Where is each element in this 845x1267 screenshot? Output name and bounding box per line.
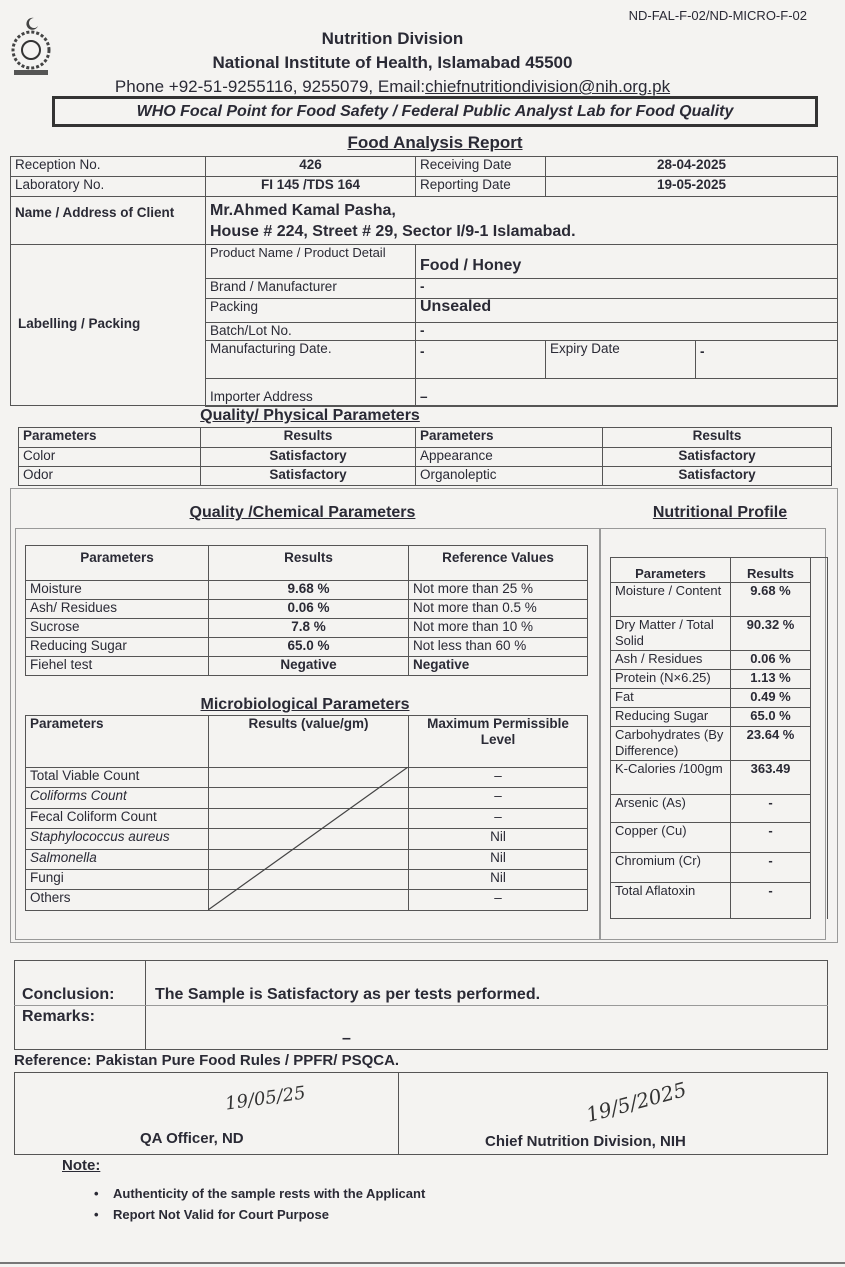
remarks-value: – — [342, 1030, 351, 1047]
cell — [811, 689, 828, 708]
table-row — [611, 689, 828, 708]
micro-title: Microbiological Parameters — [200, 696, 410, 713]
cell: Negative — [209, 657, 409, 676]
cell: Coliforms Count — [26, 788, 209, 808]
table-row — [611, 651, 828, 670]
batch-value: - — [416, 323, 838, 341]
cell: Copper (Cu) — [611, 823, 731, 853]
col-header: Parameters — [26, 546, 209, 581]
table-row — [26, 581, 588, 600]
physical-title: Quality/ Physical Parameters — [200, 407, 420, 424]
packing-value: Unsealed — [416, 299, 838, 323]
col-header: Results — [209, 546, 409, 581]
cell: Organoleptic — [416, 467, 603, 486]
chemical-title: Quality /Chemical Parameters — [189, 504, 416, 521]
table-row — [611, 727, 828, 761]
cell — [811, 823, 828, 853]
table-row — [611, 708, 828, 727]
reference: Reference: Pakistan Pure Food Rules / PPFR/ PSQCA. — [14, 1052, 400, 1069]
info-table-top — [10, 156, 838, 245]
reporting-date: 19-05-2025 — [546, 177, 838, 197]
physical-table — [18, 427, 832, 486]
col-header: Parameters — [19, 428, 201, 448]
cell: Fiehel test — [26, 657, 209, 676]
table-row — [611, 823, 828, 853]
cell: Sucrose — [26, 619, 209, 638]
col-header: Results (value/gm) — [209, 716, 409, 768]
note-title: Note: — [62, 1157, 101, 1174]
cell: - — [731, 883, 811, 919]
cell: Moisture / Content — [611, 583, 731, 617]
cell: 65.0 % — [209, 638, 409, 657]
cell: Negative — [409, 657, 588, 676]
cell: Satisfactory — [201, 467, 416, 486]
cell: Not more than 10 % — [409, 619, 588, 638]
cell: Odor — [19, 467, 201, 486]
cell: Satisfactory — [603, 448, 832, 467]
table-row — [611, 670, 828, 689]
cell: - — [731, 823, 811, 853]
table-row — [26, 657, 588, 676]
table-row — [26, 619, 588, 638]
cell: Fat — [611, 689, 731, 708]
table-row — [19, 467, 832, 486]
cell: Total Aflatoxin — [611, 883, 731, 919]
col-header: Results — [201, 428, 416, 448]
cell: 1.13 % — [731, 670, 811, 689]
cell: Nil — [409, 869, 588, 889]
reporting-label: Reporting Date — [416, 177, 546, 197]
col-header: Reference Values — [409, 546, 588, 581]
product-value: Food / Honey — [416, 245, 838, 279]
conclusion-label: Conclusion: — [22, 986, 115, 1003]
cell: – — [409, 808, 588, 828]
table-row — [26, 638, 588, 657]
col-header: Parameters — [611, 558, 731, 583]
col-header: Results — [731, 558, 811, 583]
cell: - — [731, 853, 811, 883]
cell: Carbohydrates (By Difference) — [611, 727, 731, 761]
conclusion-text: The Sample is Satisfactory as per tests performed. — [155, 986, 541, 1003]
cell — [811, 651, 828, 670]
cell: – — [409, 768, 588, 788]
lab-label: Laboratory No. — [11, 177, 206, 197]
brand-value: - — [416, 279, 838, 299]
cell: Reducing Sugar — [611, 708, 731, 727]
cell: Staphylococcus aureus — [26, 829, 209, 849]
table-row — [26, 600, 588, 619]
col-header: Results — [603, 428, 832, 448]
email-link[interactable]: chiefnutritiondivision@nih.org.pk — [425, 77, 671, 96]
table-row — [611, 883, 828, 919]
col-header: Parameters — [26, 716, 209, 768]
remarks-label: Remarks: — [22, 1008, 95, 1025]
table-row — [611, 795, 828, 823]
cell: Satisfactory — [603, 467, 832, 486]
cell: – — [409, 788, 588, 808]
client-name: Mr.Ahmed Kamal Pasha, — [210, 202, 396, 219]
chemical-table — [25, 545, 588, 676]
cell: Not less than 60 % — [409, 638, 588, 657]
cell: Nil — [409, 829, 588, 849]
expiry-label: Expiry Date — [546, 341, 696, 379]
division-name: Nutrition Division — [321, 29, 464, 48]
cell: Ash / Residues — [611, 651, 731, 670]
mfg-value: - — [416, 341, 546, 379]
nih-logo-icon — [4, 14, 58, 78]
lab-no: FI 145 /TDS 164 — [206, 177, 416, 197]
cell: Fecal Coliform Count — [26, 808, 209, 828]
institute-name: National Institute of Health, Islamabad 45500 — [212, 53, 573, 72]
col-header: Maximum Permissible Level — [409, 716, 588, 768]
cell: Not more than 0.5 % — [409, 600, 588, 619]
cell: Protein (N×6.25) — [611, 670, 731, 689]
cell: Salmonella — [26, 849, 209, 869]
cell: Dry Matter / Total Solid — [611, 617, 731, 651]
client-address: House # 224, Street # 29, Sector I/9-1 Islamabad. — [210, 223, 576, 240]
cell: 7.8 % — [209, 619, 409, 638]
cell — [811, 853, 828, 883]
cell: Total Viable Count — [26, 768, 209, 788]
cell — [811, 670, 828, 689]
cell — [811, 795, 828, 823]
cell: Reducing Sugar — [26, 638, 209, 657]
cell — [811, 883, 828, 919]
cell: 90.32 % — [731, 617, 811, 651]
cell: Others — [26, 890, 209, 910]
cell — [811, 708, 828, 727]
cell: Appearance — [416, 448, 603, 467]
form-code: ND-FAL-F-02/ND-MICRO-F-02 — [628, 8, 807, 23]
cell: Moisture — [26, 581, 209, 600]
cell: – — [409, 890, 588, 910]
cell: Color — [19, 448, 201, 467]
cell: Ash/ Residues — [26, 600, 209, 619]
product-label: Product Name / Product Detail — [206, 245, 416, 279]
qa-officer: QA Officer, ND — [140, 1130, 244, 1147]
cell: Fungi — [26, 869, 209, 889]
chief-officer: Chief Nutrition Division, NIH — [485, 1133, 686, 1150]
reception-no: 426 — [206, 157, 416, 177]
nutrition-table — [610, 557, 828, 919]
cell — [811, 727, 828, 761]
cell: 23.64 % — [731, 727, 811, 761]
nutrition-title: Nutritional Profile — [652, 504, 788, 521]
packing-label: Packing — [206, 299, 416, 323]
cell: 9.68 % — [731, 583, 811, 617]
brand-label: Brand / Manufacturer — [206, 279, 416, 299]
receiving-label: Receiving Date — [416, 157, 546, 177]
cell: 0.06 % — [731, 651, 811, 670]
client-label: Name / Address of Client — [11, 197, 206, 245]
cell: Satisfactory — [201, 448, 416, 467]
cell: Arsenic (As) — [611, 795, 731, 823]
banner: WHO Focal Point for Food Safety / Federal Public Analyst Lab for Food Quality — [52, 96, 818, 127]
note-item: • Report Not Valid for Court Purpose — [94, 1207, 329, 1222]
cell: 9.68 % — [209, 581, 409, 600]
expiry-value: - — [696, 341, 838, 379]
receiving-date: 28-04-2025 — [546, 157, 838, 177]
strike-line — [208, 767, 408, 910]
cell: Chromium (Cr) — [611, 853, 731, 883]
table-row — [611, 761, 828, 795]
cell: K-Calories /100gm — [611, 761, 731, 795]
labelling-label: Labelling / Packing — [18, 316, 141, 331]
chief-signature-date: 19/5/2025 — [583, 1077, 689, 1127]
reception-label: Reception No. — [11, 157, 206, 177]
signature-box — [14, 1072, 828, 1155]
importer-value: – — [416, 379, 838, 407]
importer-label: Importer Address — [206, 379, 416, 407]
cell: 363.49 — [731, 761, 811, 795]
cell — [811, 583, 828, 617]
cell: Not more than 25 % — [409, 581, 588, 600]
table-row — [611, 583, 828, 617]
phone: Phone +92-51-9255116, 9255079, Email: — [114, 77, 426, 96]
cell: 0.49 % — [731, 689, 811, 708]
cell: Nil — [409, 849, 588, 869]
report-title: Food Analysis Report — [347, 133, 523, 152]
cell: 65.0 % — [731, 708, 811, 727]
batch-label: Batch/Lot No. — [206, 323, 416, 341]
table-row — [19, 448, 832, 467]
cell: 0.06 % — [209, 600, 409, 619]
col-header: Parameters — [416, 428, 603, 448]
qa-signature-date: 19/05/25 — [223, 1082, 307, 1115]
mfg-label: Manufacturing Date. — [206, 341, 416, 379]
cell — [811, 761, 828, 795]
cell — [811, 617, 828, 651]
table-row — [611, 853, 828, 883]
table-row — [611, 617, 828, 651]
note-item: • Authenticity of the sample rests with the Applicant — [94, 1186, 426, 1201]
cell: - — [731, 795, 811, 823]
